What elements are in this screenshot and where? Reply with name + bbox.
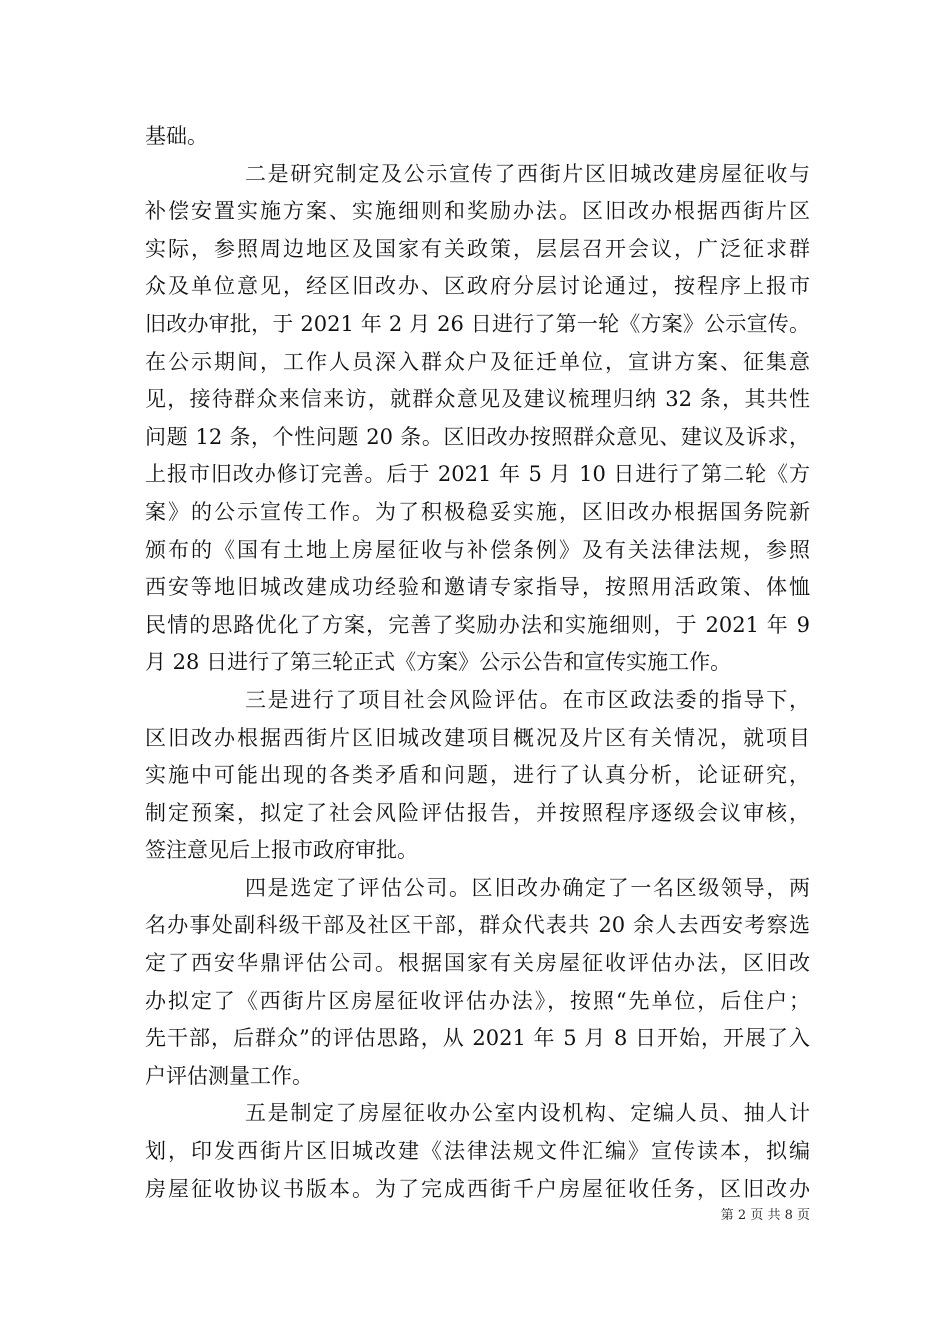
text-line: 民情的思路优化了方案，完善了奖励办法和实施细则，于 2021 年 9 — [145, 612, 810, 637]
text-line: 二是研究制定及公示宣传了西街片区旧城改建房屋征收与 — [245, 161, 810, 186]
text-line: 实际，参照周边地区及国家有关政策，层层召开会议，广泛征求群 — [145, 236, 810, 261]
text-line: 见，接待群众来信来访，就群众意见及建议梳理归纳 32 条，其共性 — [145, 387, 810, 412]
text-line: 旧改办审批，于 2021 年 2 月 26 日进行了第一轮《方案》公示宣传。 — [145, 311, 810, 336]
text-line: 签注意见后上报市政府审批。 — [145, 838, 418, 863]
text-line: 五是制定了房屋征收办公室内设机构、定编人员、抽人计 — [245, 1101, 810, 1126]
text-line: 众及单位意见，经区旧改办、区政府分层讨论通过，按程序上报市 — [145, 274, 810, 299]
text-line: 月 28 日进行了第三轮正式《方案》公示公告和宣传实施工作。 — [145, 650, 732, 675]
document-body — [145, 118, 810, 1208]
page-number: 第 2 页 共 8 页 — [720, 1208, 810, 1223]
text-line: 实施中可能出现的各类矛盾和问题，进行了认真分析，论证研究， — [145, 763, 810, 788]
text-line: 补偿安置实施方案、实施细则和奖励办法。区旧改办根据西街片区 — [145, 199, 810, 224]
text-line: 案》的公示宣传工作。为了积极稳妥实施，区旧改办根据国务院新 — [145, 499, 810, 524]
text-line: 划，印发西街片区旧城改建《法律法规文件汇编》宣传读本，拟编 — [145, 1139, 810, 1164]
text-line: 办拟定了《西街片区房屋征收评估办法》，按照“先单位，后住户； — [145, 988, 810, 1013]
text-line: 定了西安华鼎评估公司。根据国家有关房屋征收评估办法，区旧改 — [145, 951, 810, 976]
text-line: 颁布的《国有土地上房屋征收与补偿条例》及有关法律法规，参照 — [145, 537, 810, 562]
text-line: 在公示期间，工作人员深入群众户及征迁单位，宣讲方案、征集意 — [145, 349, 810, 374]
text-line: 先干部，后群众”的评估思路，从 2021 年 5 月 8 日开始，开展了入 — [145, 1026, 810, 1051]
text-line: 区旧改办根据西街片区旧城改建项目概况及片区有关情况，就项目 — [145, 725, 810, 750]
text-line: 上报市旧改办修订完善。后于 2021 年 5 月 10 日进行了第二轮《方 — [145, 462, 810, 487]
text-line: 房屋征收协议书版本。为了完成西街千户房屋征收任务，区旧改办 — [145, 1176, 810, 1201]
text-line: 问题 12 条，个性问题 20 条。区旧改办按照群众意见、建议及诉求， — [145, 424, 810, 449]
text-line: 四是选定了评估公司。区旧改办确定了一名区级领导，两 — [245, 875, 810, 900]
text-line: 名办事处副科级干部及社区干部，群众代表共 20 余人去西安考察选 — [145, 913, 810, 938]
text-line: 制定预案，拟定了社会风险评估报告，并按照程序逐级会议审核， — [145, 800, 810, 825]
text-line: 户评估测量工作。 — [145, 1063, 313, 1088]
text-line: 西安等地旧城改建成功经验和邀请专家指导，按照用活政策、体恤 — [145, 575, 810, 600]
text-line: 基础。 — [145, 124, 208, 148]
text-line: 三是进行了项目社会风险评估。在市区政法委的指导下， — [245, 687, 810, 712]
